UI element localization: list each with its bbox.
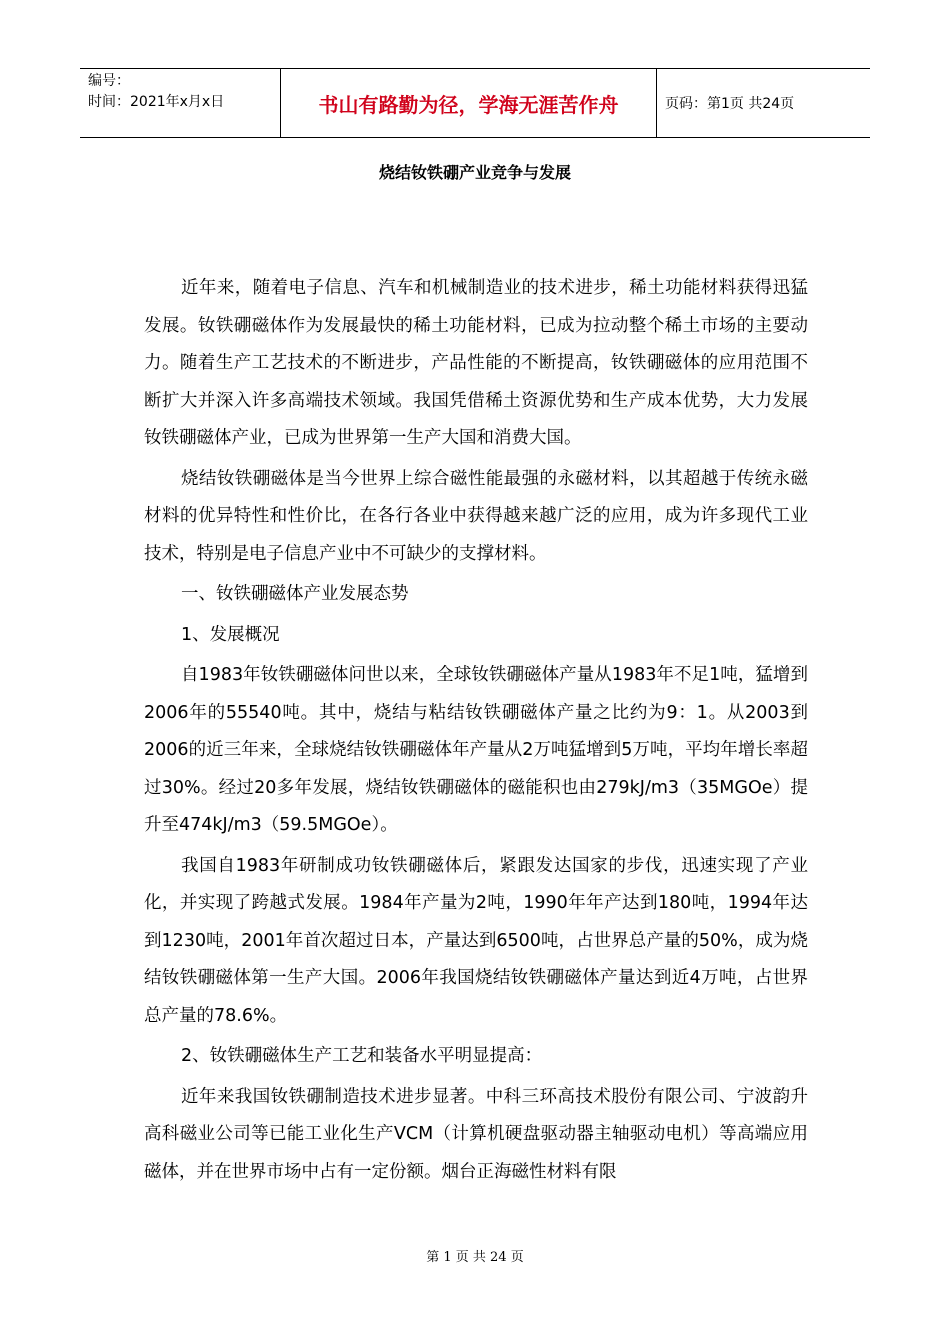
- motto: 书山有路勤为径，学海无涯苦作舟: [281, 69, 657, 137]
- paragraph: 近年来，随着电子信息、汽车和机械制造业的技术进步，稀土功能材料获得迅猛发展。钕铁硼磁体作为发展最快的稀土功能材料，已成为拉动整个稀土市场的主要动力。随着生产工艺技术的不断进步，产品性能的不断提高，钕铁硼磁体的应用范围不断扩大并深入许多高端技术领域。我国凭借稀土资源优势和生产成本优势，大力发展钕铁硼磁体产业，已成为世界第一生产大国和消费大国。: [144, 278, 808, 448]
- time-line: 时间：2021年x月x日: [88, 94, 225, 110]
- paragraph: 我国自1983年研制成功钕铁硼磁体后，紧跟发达国家的步伐，迅速实现了产业化，并实现了跨越式发展。1984年产量为2吨，1990年年产达到180吨，1994年达到1230吨，2001年首次超过日本，产量达到6500吨，占世界总产量的50%，成为烧结钕铁硼磁体第一生产大国。2006年我国烧结钕铁硼磁体产量达到近4万吨，占世界总产量的78.6%。: [144, 855, 808, 1026]
- page-code: 页码：第1页 共24页: [665, 96, 795, 112]
- section-heading: 一、钕铁硼磁体产业发展态势: [181, 584, 409, 604]
- page-footer: 第 1 页 共 24 页: [426, 1250, 524, 1265]
- document-body: [144, 270, 808, 1191]
- serial-label: 编号：: [88, 73, 130, 89]
- paragraph: 近年来我国钕铁硼制造技术进步显著。中科三环高技术股份有限公司、宁波韵升高科磁业公司等已能工业化生产VCM（计算机硬盘驱动器主轴驱动电机）等高端应用磁体，并在世界市场中占有一定份额。烟台正海磁性材料有限: [144, 1086, 808, 1182]
- document-title: 烧结钕铁硼产业竞争与发展: [378, 163, 571, 182]
- paragraph: 烧结钕铁硼磁体是当今世界上综合磁性能最强的永磁材料，以其超越于传统永磁材料的优异特性和性价比，在各行各业中获得越来越广泛的应用，成为许多现代工业技术，特别是电子信息产业中不可缺少的支撑材料。: [144, 468, 808, 564]
- paragraph: 自1983年钕铁硼磁体问世以来，全球钕铁硼磁体产量从1983年不足1吨，猛增到2006年的55540吨。其中，烧结与粘结钕铁硼磁体产量之比约为9：1。从2003到2006的近三年来，全球烧结钕铁硼磁体年产量从2万吨猛增到5万吨，平均年增长率超过30%。经过20多年发展，烧结钕铁硼磁体的磁能积也由279kJ/m3（35MGOe）提升至474kJ/m3（59.5MGOe）。: [144, 665, 808, 835]
- header-table: [80, 68, 870, 138]
- subsection-heading: 1、发展概况: [181, 624, 280, 645]
- subsection-heading: 2、钕铁硼磁体生产工艺和装备水平明显提高：: [181, 1046, 543, 1066]
- header-info-cell: [80, 69, 281, 137]
